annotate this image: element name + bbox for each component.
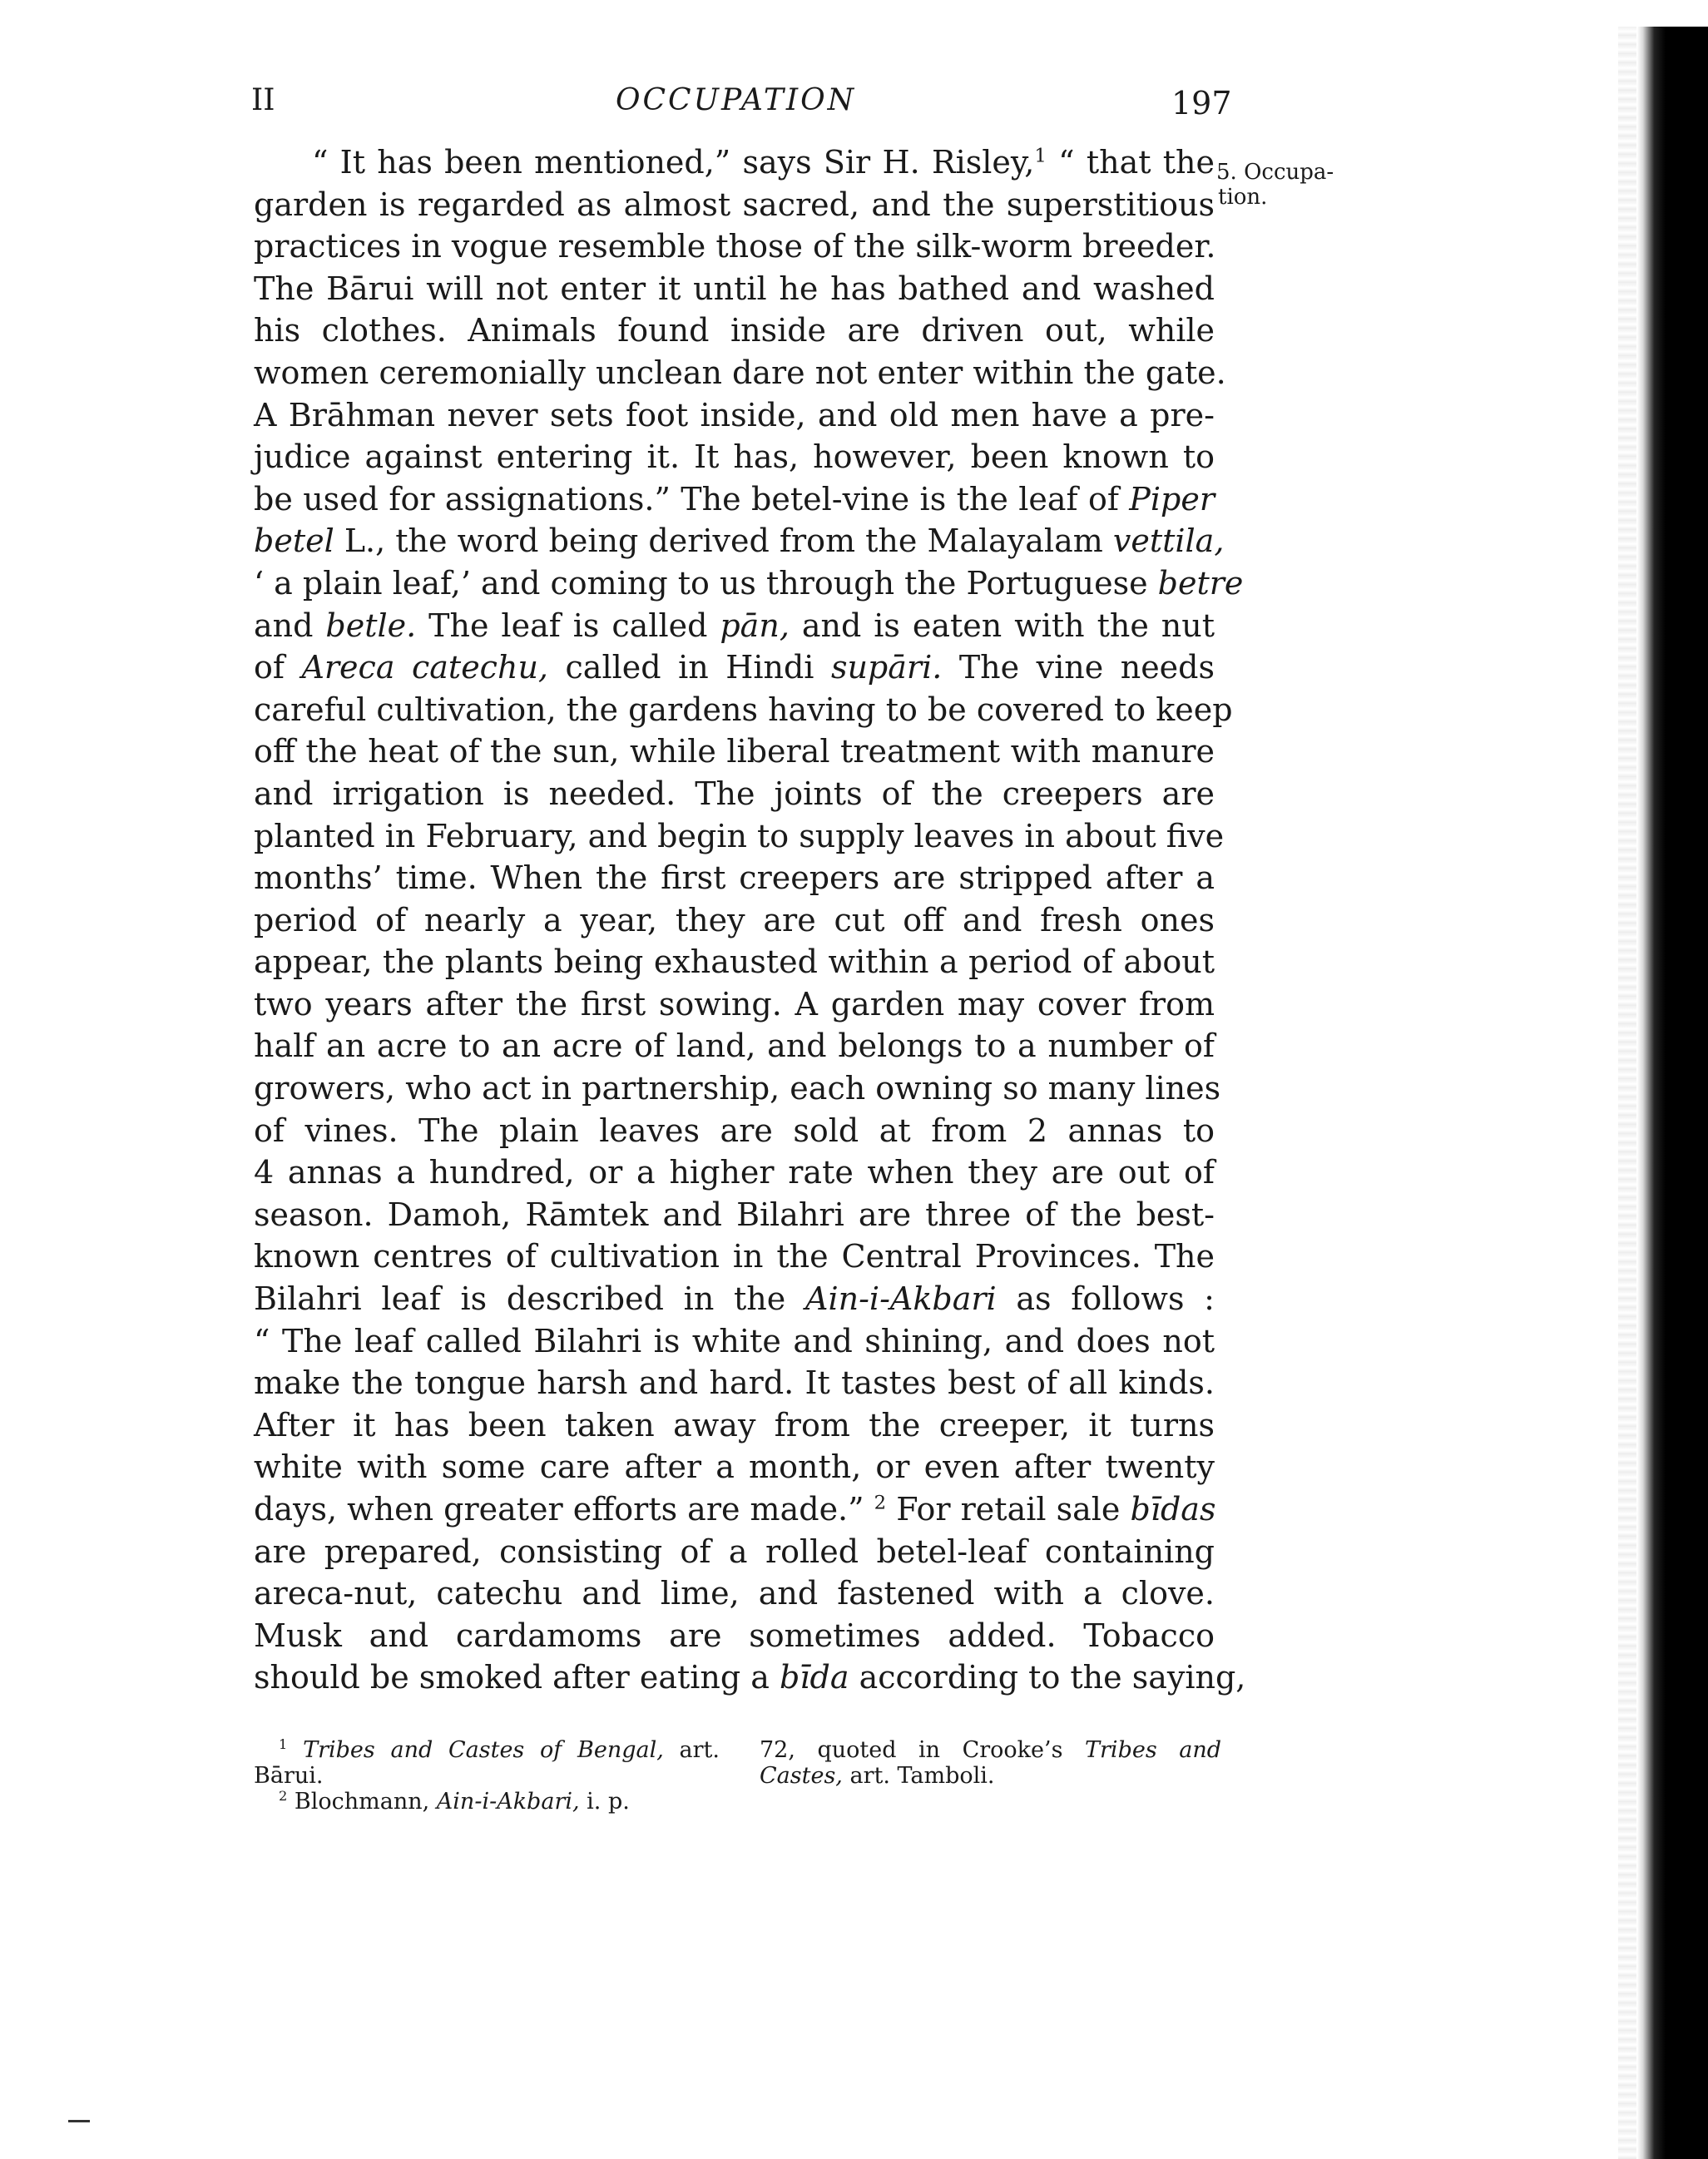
running-title: OCCUPATION bbox=[616, 83, 857, 117]
text-line: and betle. The leaf is called pān, and is eaten with the nut bbox=[254, 607, 1215, 644]
margin-note-line: tion. bbox=[1218, 185, 1268, 210]
text-line: are prepared, consisting of a rolled betel-leaf containing bbox=[254, 1533, 1215, 1570]
text-line: The Bārui will not enter it until he has bathed and washed bbox=[254, 270, 1215, 307]
scan-edge bbox=[1637, 27, 1708, 2159]
text-line: of vines. The plain leaves are sold at from 2 annas to bbox=[254, 1112, 1215, 1149]
scan-shadow bbox=[1618, 27, 1636, 2159]
footnote-2-cont: Castes, art. Tamboli. bbox=[760, 1763, 995, 1789]
text-line: “ The leaf called Bilahri is white and shining, and does not bbox=[254, 1322, 1215, 1359]
text-line: of Areca catechu, called in Hindi supāri. The vine needs bbox=[254, 649, 1215, 686]
text-line: months’ time. When the first creepers are stripped after a bbox=[254, 859, 1215, 897]
volume-number: II bbox=[251, 83, 275, 117]
body-paragraph bbox=[254, 141, 1246, 1699]
text-line: garden is regarded as almost sacred, and the superstitious bbox=[254, 186, 1215, 223]
margin-note bbox=[1216, 160, 1334, 210]
text-line: practices in vogue resemble those of the silk-worm breeder. bbox=[254, 228, 1216, 265]
text-line: off the heat of the sun, while liberal treatment with manure bbox=[254, 733, 1215, 770]
text-line: white with some care after a month, or even after twenty bbox=[254, 1448, 1215, 1486]
text-line: half an acre to an acre of land, and belongs to a number of bbox=[254, 1028, 1215, 1065]
text-line: days, when greater efforts are made.” $^2$ For retail sale bīdas bbox=[254, 1491, 1216, 1528]
text-line: two years after the first sowing. A garden may cover from bbox=[254, 985, 1215, 1023]
text-line: planted in February, and begin to supply leaves in about five bbox=[254, 817, 1225, 854]
margin-note-line: 5. Occupa- bbox=[1216, 160, 1334, 185]
text-line: be used for assignations.” The betel-vine is the leaf of Piper bbox=[254, 480, 1215, 517]
margin-mark bbox=[68, 2120, 90, 2122]
footnote-2: $^2$ Blochmann, Ain-i-Akbari, i. p. bbox=[279, 1788, 630, 1815]
text-line: ‘ a plain leaf,’ and coming to us through the Portuguese betre bbox=[254, 564, 1244, 602]
text-line: Bilahri leaf is described in the Ain-i-Akbari as follows : bbox=[254, 1280, 1215, 1318]
text-line: women ceremonially unclean dare not enter within the gate. bbox=[254, 354, 1226, 391]
text-line: judice against entering it. It has, however, been known to bbox=[254, 438, 1215, 476]
footnote-column-right bbox=[760, 1737, 1221, 1789]
text-line: season. Damoh, Rāmtek and Bilahri are three of the best- bbox=[254, 1196, 1215, 1233]
text-line: period of nearly a year, they are cut off and fresh ones bbox=[254, 901, 1215, 938]
footnote-column-left bbox=[254, 1737, 720, 1815]
text-line: 4 annas a hundred, or a higher rate when they are out of bbox=[254, 1154, 1215, 1191]
text-line: make the tongue harsh and hard. It tastes best of all kinds. bbox=[254, 1364, 1215, 1402]
text-line: careful cultivation, the gardens having to be covered to keep bbox=[254, 691, 1233, 728]
text-line: and irrigation is needed. The joints of the creepers are bbox=[254, 775, 1215, 812]
footnote-2-cont: 72, quoted in Crooke’s Tribes and bbox=[760, 1737, 1221, 1763]
text-line: After it has been taken away from the creeper, it turns bbox=[254, 1406, 1215, 1443]
page-number: 197 bbox=[1171, 85, 1232, 121]
text-line: Musk and cardamoms are sometimes added. Tobacco bbox=[254, 1617, 1215, 1654]
text-line: his clothes. Animals found inside are driven out, while bbox=[254, 312, 1215, 349]
footnote-1: $^1$ Tribes and Castes of Bengal, art. bbox=[279, 1736, 720, 1763]
text-line: should be smoked after eating a bīda according to the saying, bbox=[254, 1659, 1246, 1696]
footnote-1-cont: Bārui. bbox=[254, 1763, 324, 1789]
text-line: A Brāhman never sets foot inside, and old men have a pre- bbox=[254, 396, 1215, 433]
text-line: growers, who act in partnership, each owning so many lines bbox=[254, 1070, 1221, 1107]
text-line: known centres of cultivation in the Central Provinces. The bbox=[254, 1238, 1215, 1275]
text-line: betel L., the word being derived from the Malayalam vettila, bbox=[254, 522, 1225, 560]
text-line: appear, the plants being exhausted within a period of about bbox=[254, 943, 1215, 981]
text-line: “ It has been mentioned,” says Sir H. Risley,$^1$ “ that the bbox=[312, 144, 1215, 181]
text-line: areca-nut, catechu and lime, and fastened with a clove. bbox=[254, 1575, 1215, 1612]
